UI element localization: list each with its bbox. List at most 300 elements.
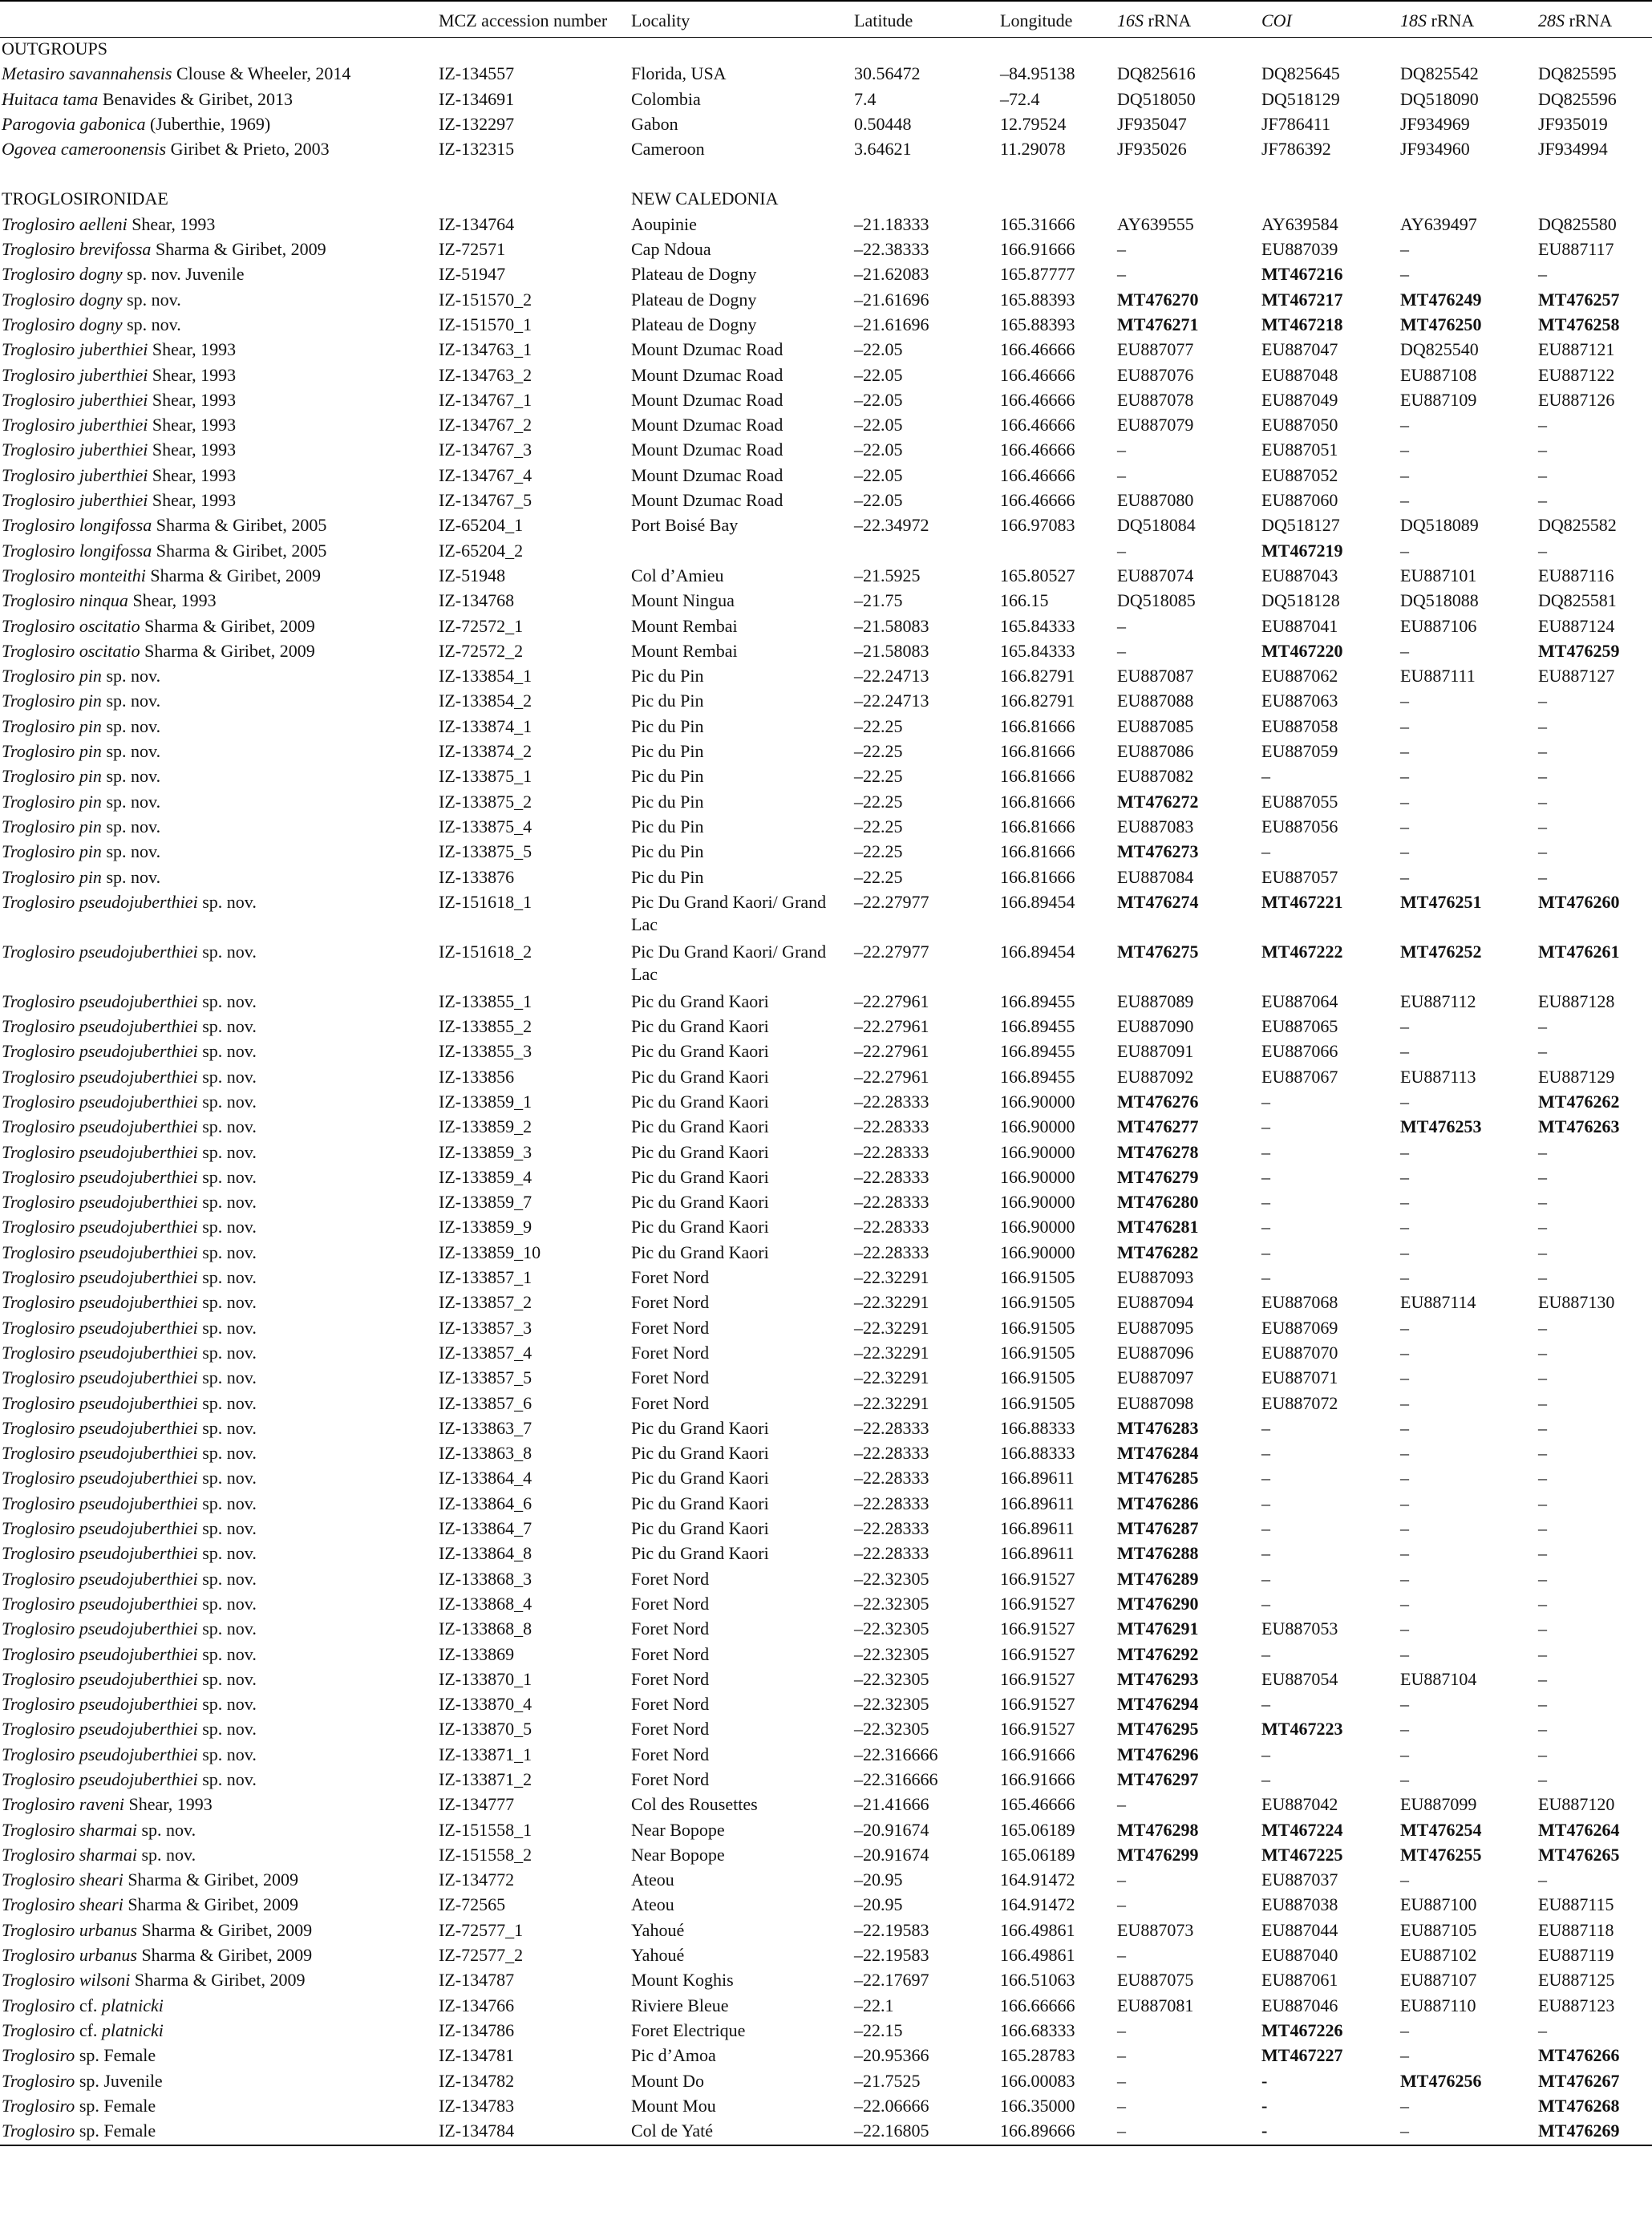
16s-accession-cell: – — [1117, 615, 1126, 636]
locality-cell: Pic Du Grand Kaori/ Grand Lac — [631, 891, 827, 934]
taxon-authority: Sharma & Giribet, 2009 — [144, 615, 315, 636]
coi-accession-cell: EU887043 — [1261, 565, 1338, 585]
latitude-cell: –22.24713 — [854, 666, 929, 687]
mcz-accession-cell: IZ-151570_2 — [439, 289, 532, 310]
18s-accession-cell: MT476254 — [1400, 1819, 1482, 1840]
coi-accession-cell: – — [1261, 1543, 1270, 1564]
taxon-authority: sp. nov. — [202, 1217, 257, 1237]
taxon-authority: sp. nov. — [202, 1618, 257, 1639]
taxon-authority: Sharma & Giribet, 2009 — [155, 239, 326, 260]
18s-accession-cell: JF934960 — [1400, 139, 1470, 160]
genus-name: Troglosiro — [2, 1166, 75, 1187]
table-row — [0, 289, 1652, 314]
latitude-cell: –22.32291 — [854, 1292, 929, 1313]
table-row — [0, 1392, 1652, 1417]
table-row — [0, 1668, 1652, 1693]
genus-name: Troglosiro — [2, 1995, 75, 2015]
table-row — [0, 464, 1652, 489]
header-28s-gene: 28S — [1538, 10, 1565, 30]
coi-accession-cell: EU887049 — [1261, 389, 1338, 410]
16s-accession-cell: MT476274 — [1117, 891, 1199, 912]
species-epithet: raveni — [79, 1794, 125, 1815]
genus-name: Troglosiro — [2, 640, 75, 661]
latitude-cell: –22.32291 — [854, 1267, 929, 1288]
empty-cell — [1260, 38, 1399, 63]
taxon-cell — [0, 1517, 437, 1542]
latitude-cell: –22.34972 — [854, 515, 929, 536]
empty-cell — [852, 188, 998, 213]
longitude-cell: 166.89611 — [1000, 1493, 1075, 1513]
16s-accession-cell: – — [1117, 1794, 1126, 1815]
latitude-cell: –22.32291 — [854, 1367, 929, 1388]
coi-accession-cell: JF786392 — [1261, 139, 1331, 160]
locality-cell: Riviere Bleue — [631, 1995, 729, 2015]
table-row — [0, 589, 1652, 614]
locality-cell: Foret Nord — [631, 1568, 710, 1589]
locality-cell: Pic du Pin — [631, 715, 704, 736]
species-epithet: pseudojuberthiei — [79, 1643, 198, 1664]
longitude-cell: 165.84333 — [1000, 615, 1075, 636]
species-epithet: wilsoni — [79, 1970, 131, 1991]
16s-accession-cell: EU887088 — [1117, 691, 1194, 711]
taxon-cell — [0, 740, 437, 765]
28s-accession-cell: – — [1538, 1643, 1547, 1664]
coi-accession-cell: EU887039 — [1261, 239, 1338, 260]
16s-accession-cell: EU887082 — [1117, 766, 1194, 787]
18s-accession-cell: EU887100 — [1400, 1894, 1477, 1915]
table-row — [0, 1618, 1652, 1643]
species-epithet: pseudojuberthiei — [79, 1016, 198, 1037]
genus-name: Troglosiro — [2, 364, 75, 385]
locality-cell: Near Bopope — [631, 1819, 725, 1840]
locality-cell: Pic du Grand Kaori — [631, 1543, 769, 1564]
table-row — [0, 1166, 1652, 1191]
longitude-cell: 165.46666 — [1000, 1794, 1075, 1815]
species-epithet: pseudojuberthiei — [79, 1342, 198, 1363]
18s-accession-cell: – — [1400, 866, 1409, 887]
latitude-cell: –22.25 — [854, 741, 903, 762]
taxon-cell — [0, 1191, 437, 1216]
species-epithet: pin — [79, 666, 102, 687]
mcz-accession-cell: IZ-151570_1 — [439, 314, 532, 334]
table-row — [0, 841, 1652, 865]
taxon-authority: Sharma & Giribet, 2005 — [156, 515, 327, 536]
section-label: OUTGROUPS — [2, 38, 108, 59]
latitude-cell: –21.58083 — [854, 640, 929, 661]
16s-accession-cell: MT476283 — [1117, 1417, 1199, 1438]
longitude-cell: 165.88393 — [1000, 314, 1075, 334]
18s-accession-cell: – — [1400, 440, 1409, 460]
longitude-cell: 165.88393 — [1000, 289, 1075, 310]
18s-accession-cell: EU887112 — [1400, 990, 1476, 1011]
18s-accession-cell: – — [1400, 1041, 1409, 1062]
18s-accession-cell: MT476249 — [1400, 289, 1482, 310]
mcz-accession-cell: IZ-133859_2 — [439, 1116, 532, 1137]
taxon-cell — [0, 414, 437, 439]
28s-accession-cell: – — [1538, 1668, 1547, 1689]
species-epithet: urbanus — [79, 1945, 137, 1966]
18s-accession-cell: – — [1400, 1091, 1409, 1112]
species-epithet: pseudojuberthiei — [79, 1694, 198, 1715]
genus-name: Troglosiro — [2, 1744, 75, 1764]
longitude-cell: 166.46666 — [1000, 389, 1075, 410]
16s-accession-cell: – — [1117, 2019, 1126, 2040]
table-row — [0, 113, 1652, 138]
taxon-cell — [0, 314, 437, 338]
longitude-cell: 166.46666 — [1000, 415, 1075, 435]
taxon-authority: sp. nov. — [202, 1668, 257, 1689]
16s-accession-cell: EU887073 — [1117, 1919, 1194, 1940]
28s-accession-cell: – — [1538, 1518, 1547, 1539]
mcz-accession-cell: IZ-133870_1 — [439, 1668, 532, 1689]
taxon-cell — [0, 690, 437, 715]
18s-accession-cell: – — [1400, 1166, 1409, 1187]
species-epithet: aelleni — [79, 213, 128, 234]
taxon-authority: sp. nov. — [202, 1041, 257, 1062]
coi-accession-cell: EU887065 — [1261, 1016, 1338, 1037]
latitude-cell: –22.28333 — [854, 1543, 929, 1564]
table-row — [0, 1066, 1652, 1091]
species-epithet: gabonica — [79, 113, 146, 134]
species-epithet: pseudojuberthiei — [79, 1242, 198, 1262]
28s-accession-cell: – — [1538, 1141, 1547, 1162]
species-epithet: sheari — [79, 1894, 123, 1915]
locality-cell: Pic du Grand Kaori — [631, 1242, 769, 1262]
taxon-authority: sp. nov. — [202, 1116, 257, 1137]
locality-cell: Mount Dzumac Road — [631, 415, 783, 435]
16s-accession-cell: MT476271 — [1117, 314, 1199, 334]
spacer-cell — [0, 163, 1652, 188]
genus-name: Troglosiro — [2, 1618, 75, 1639]
taxon-cell — [0, 791, 437, 816]
table-row — [0, 1191, 1652, 1216]
coi-accession-cell: EU887072 — [1261, 1392, 1338, 1413]
latitude-cell: –22.28333 — [854, 1443, 929, 1464]
locality-cell: Foret Nord — [631, 1267, 710, 1288]
table-row — [0, 439, 1652, 464]
locality-cell: Ateou — [631, 1869, 674, 1890]
28s-accession-cell: – — [1538, 841, 1547, 862]
mcz-accession-cell: IZ-133855_2 — [439, 1016, 532, 1037]
species-epithet: oscitatio — [79, 640, 140, 661]
16s-accession-cell: – — [1117, 640, 1126, 661]
species-epithet: pseudojuberthiei — [79, 1367, 198, 1388]
species-epithet: pseudojuberthiei — [79, 1593, 198, 1614]
species-epithet: pseudojuberthiei — [79, 1066, 198, 1087]
taxon-authority: Shear, 1993 — [128, 1794, 213, 1815]
16s-accession-cell: MT476294 — [1117, 1694, 1199, 1715]
longitude-cell: 165.28783 — [1000, 2045, 1075, 2066]
species-epithet: pin — [79, 816, 102, 836]
empty-cell — [852, 38, 998, 63]
genus-name: Troglosiro — [2, 239, 75, 260]
longitude-cell: 166.82791 — [1000, 691, 1075, 711]
species-epithet: pin — [79, 741, 102, 762]
18s-accession-cell: – — [1400, 1367, 1409, 1388]
coi-accession-cell: EU887070 — [1261, 1342, 1338, 1363]
16s-accession-cell: – — [1116, 2120, 1260, 2145]
genus-name: Troglosiro — [2, 816, 75, 836]
28s-accession-cell: JF935019 — [1538, 113, 1608, 134]
table-row — [0, 2044, 1652, 2069]
16s-accession-cell: – — [1117, 464, 1126, 485]
latitude-cell: –20.91674 — [854, 1819, 929, 1840]
18s-accession-cell: – — [1400, 239, 1409, 260]
taxon-authority: sp. nov. — [202, 1443, 257, 1464]
28s-accession-cell: EU887128 — [1538, 990, 1615, 1011]
28s-accession-cell: EU887130 — [1538, 1292, 1615, 1313]
mcz-accession-cell: IZ-133856 — [439, 1066, 515, 1087]
16s-accession-cell: MT476299 — [1117, 1844, 1199, 1865]
section-region — [630, 38, 852, 63]
coi-accession-cell: MT467227 — [1261, 2045, 1343, 2066]
latitude-cell: 0.50448 — [854, 113, 912, 134]
taxon-authority: sp. nov. — [202, 891, 257, 912]
28s-accession-cell: – — [1538, 1443, 1547, 1464]
mcz-accession-cell: IZ-133868_3 — [439, 1568, 532, 1589]
mcz-accession-cell: IZ-134763_1 — [439, 339, 532, 360]
mcz-accession-cell: IZ-133855_1 — [439, 990, 532, 1011]
latitude-cell: –22.25 — [854, 841, 903, 862]
mcz-accession-cell: IZ-132315 — [439, 139, 515, 160]
18s-accession-cell: EU887106 — [1400, 615, 1477, 636]
table-row — [0, 615, 1652, 640]
taxon-authority: sp. nov. — [202, 1317, 257, 1338]
empty-cell — [1399, 38, 1537, 63]
taxon-cell — [0, 389, 437, 414]
genus-name: Troglosiro — [2, 1417, 75, 1438]
16s-accession-cell: DQ518085 — [1117, 590, 1196, 611]
latitude-cell: –22.25 — [854, 816, 903, 836]
species-epithet: cameroonensis — [60, 139, 167, 160]
mcz-accession-cell: IZ-133876 — [439, 866, 515, 887]
table-row — [0, 1718, 1652, 1743]
18s-accession-cell: – — [1400, 1141, 1409, 1162]
species-epithet: brevifossa — [79, 239, 152, 260]
taxon-authority: sp. nov. — [202, 1192, 257, 1213]
latitude-cell: –21.7525 — [854, 2070, 921, 2091]
18s-accession-cell: EU887099 — [1400, 1794, 1477, 1815]
coi-accession-cell: – — [1261, 1267, 1270, 1288]
longitude-cell: 166.15 — [1000, 590, 1049, 611]
coi-accession-cell: MT467226 — [1261, 2019, 1343, 2040]
latitude-cell: –22.28333 — [854, 1518, 929, 1539]
species-epithet: savannahensis — [69, 63, 172, 84]
latitude-cell: –21.61696 — [854, 314, 929, 334]
taxon-authority: sp. nov. — [106, 741, 161, 762]
locality-cell: Pic du Pin — [631, 841, 704, 862]
genus-name: Metasiro — [2, 63, 65, 84]
section-label: TROGLOSIRONIDAE — [2, 188, 168, 209]
coi-accession-cell: EU887058 — [1261, 715, 1338, 736]
table-body — [0, 38, 1652, 2146]
taxon-cell — [0, 2070, 437, 2095]
latitude-cell: –22.05 — [854, 440, 903, 460]
18s-accession-cell: DQ825542 — [1400, 63, 1479, 84]
latitude-cell: –22.05 — [854, 364, 903, 385]
genus-name: Troglosiro — [2, 766, 75, 787]
latitude-cell: –22.25 — [854, 766, 903, 787]
longitude-cell: 166.91666 — [1000, 1744, 1075, 1764]
locality-cell: Mount Dzumac Road — [631, 389, 783, 410]
18s-accession-cell: – — [1400, 1392, 1409, 1413]
genus-name: Troglosiro — [2, 1242, 75, 1262]
genus-name: Troglosiro — [2, 590, 75, 611]
table-row — [0, 1995, 1652, 2019]
empty-cell — [998, 188, 1116, 213]
mcz-accession-cell: IZ-133857_3 — [439, 1317, 532, 1338]
latitude-cell: –22.19583 — [854, 1919, 929, 1940]
table-row — [0, 665, 1652, 690]
species-epithet: ninqua — [79, 590, 128, 611]
locality-cell: Pic du Pin — [631, 866, 704, 887]
taxon-authority: sp. nov. — [202, 1744, 257, 1764]
28s-accession-cell: – — [1538, 715, 1547, 736]
coi-accession-cell: DQ518128 — [1261, 590, 1340, 611]
28s-accession-cell: MT476259 — [1538, 640, 1620, 661]
species-epithet: pseudojuberthiei — [79, 1417, 198, 1438]
table-row — [0, 1493, 1652, 1517]
genus-name: Troglosiro — [2, 1367, 75, 1388]
mcz-accession-cell: IZ-133859_3 — [439, 1141, 532, 1162]
species-epithet: longifossa — [79, 515, 152, 536]
genus-name: Troglosiro — [2, 1443, 75, 1464]
latitude-cell: –22.05 — [854, 490, 903, 511]
species-epithet: pseudojuberthiei — [79, 1719, 198, 1740]
coi-accession-cell: – — [1261, 1593, 1270, 1614]
genus-name: Troglosiro — [2, 715, 75, 736]
latitude-cell: –22.27961 — [854, 990, 929, 1011]
taxon-cell — [0, 1317, 437, 1342]
mcz-accession-cell: IZ-133864_6 — [439, 1493, 532, 1513]
28s-accession-cell: EU887126 — [1538, 389, 1615, 410]
16s-accession-cell: MT476290 — [1117, 1593, 1199, 1614]
taxon-authority: sp. Juvenile — [79, 2070, 163, 2091]
coi-accession-cell: MT467221 — [1261, 891, 1343, 912]
locality-cell: Mount Ningua — [631, 590, 735, 611]
locality-cell: Foret Nord — [631, 1292, 710, 1313]
longitude-cell: 166.89611 — [1000, 1543, 1075, 1564]
16s-accession-cell: AY639555 — [1117, 213, 1194, 234]
taxon-cell — [0, 1693, 437, 1718]
taxon-authority: Sharma & Giribet, 2009 — [141, 1919, 313, 1940]
mcz-accession-cell: IZ-133859_7 — [439, 1192, 532, 1213]
latitude-cell: –22.316666 — [854, 1744, 938, 1764]
species-epithet: oscitatio — [79, 615, 140, 636]
mcz-accession-cell: IZ-151618_1 — [439, 891, 532, 912]
18s-accession-cell: EU887110 — [1400, 1995, 1476, 2015]
taxon-authority: sp. nov. — [202, 1417, 257, 1438]
species-epithet: pseudojuberthiei — [79, 1217, 198, 1237]
latitude-cell: –22.32305 — [854, 1668, 929, 1689]
16s-accession-cell: MT476292 — [1117, 1643, 1199, 1664]
table-row — [0, 88, 1652, 113]
latitude-cell: –22.27961 — [854, 1016, 929, 1037]
16s-accession-cell: MT476296 — [1117, 1744, 1199, 1764]
coi-accession-cell: EU887051 — [1261, 440, 1338, 460]
mcz-accession-cell: IZ-133864_4 — [439, 1468, 532, 1489]
16s-accession-cell: EU887089 — [1117, 990, 1194, 1011]
taxon-authority: Sharma & Giribet, 2009 — [134, 1970, 306, 1991]
taxon-cell — [0, 1894, 437, 1918]
species-epithet: dogny — [79, 289, 123, 310]
18s-accession-cell: MT476253 — [1400, 1116, 1482, 1137]
18s-accession-cell: – — [1399, 2120, 1537, 2145]
genus-name: Troglosiro — [2, 1141, 75, 1162]
species-epithet: juberthiei — [79, 440, 148, 460]
coi-accession-cell: – — [1261, 1568, 1270, 1589]
table-row — [0, 715, 1652, 740]
28s-accession-cell: EU887116 — [1538, 565, 1614, 585]
taxon-cell — [0, 765, 437, 790]
locality-cell: Foret Nord — [631, 1593, 710, 1614]
genus-name: Troglosiro — [2, 1668, 75, 1689]
mcz-accession-cell: IZ-134767_5 — [439, 490, 532, 511]
18s-accession-cell: – — [1400, 264, 1409, 285]
28s-accession-cell: EU887127 — [1538, 666, 1615, 687]
longitude-cell: 166.66666 — [1000, 1995, 1075, 2015]
mcz-accession-cell: IZ-133874_1 — [439, 715, 532, 736]
mcz-accession-cell: IZ-134763_2 — [439, 364, 532, 385]
taxon-cell — [0, 1744, 437, 1768]
longitude-cell: 166.90000 — [1000, 1242, 1075, 1262]
longitude-cell: 166.46666 — [1000, 490, 1075, 511]
table-row — [0, 63, 1652, 87]
28s-accession-cell: – — [1538, 1242, 1547, 1262]
latitude-cell: –22.15 — [854, 2019, 903, 2040]
taxon-cell — [0, 990, 437, 1015]
taxon-cell — [0, 489, 437, 514]
longitude-cell: 165.84333 — [1000, 640, 1075, 661]
latitude-cell: –22.25 — [854, 715, 903, 736]
coi-accession-cell: – — [1261, 1141, 1270, 1162]
mcz-accession-cell: IZ-132297 — [439, 113, 515, 134]
genus-name: Troglosiro — [2, 565, 75, 585]
species-epithet: platnicki — [101, 2019, 164, 2040]
16s-accession-cell: EU887093 — [1117, 1267, 1194, 1288]
taxon-authority: sp. nov. — [202, 1367, 257, 1388]
mcz-accession-cell: IZ-133864_8 — [439, 1543, 532, 1564]
locality-cell: Pic du Pin — [631, 691, 704, 711]
taxon-cell — [0, 1116, 437, 1140]
genus-name: Troglosiro — [2, 691, 75, 711]
genus-name: Troglosiro — [2, 2095, 75, 2116]
coi-accession-cell: – — [1261, 841, 1270, 862]
mcz-accession-cell: IZ-151558_1 — [439, 1819, 532, 1840]
latitude-cell: –21.75 — [854, 590, 903, 611]
table-row — [0, 816, 1652, 841]
18s-accession-cell: – — [1400, 1769, 1409, 1789]
table-row — [0, 514, 1652, 539]
taxon-cell — [0, 289, 437, 314]
coi-accession-cell: EU887060 — [1261, 490, 1338, 511]
locality-cell: Foret Nord — [631, 1668, 710, 1689]
header-16s-suffix: rRNA — [1144, 10, 1192, 30]
coi-accession-cell: EU887066 — [1261, 1041, 1338, 1062]
table-row — [0, 891, 1652, 941]
coi-accession-cell: EU887056 — [1261, 816, 1338, 836]
table-row — [0, 1116, 1652, 1140]
taxon-authority: sp. nov. — [106, 666, 161, 687]
empty-cell — [1537, 38, 1652, 63]
28s-accession-cell: EU887124 — [1538, 615, 1615, 636]
coi-accession-cell: EU887038 — [1261, 1894, 1338, 1915]
16s-accession-cell: MT476282 — [1117, 1242, 1199, 1262]
locality-cell: Aoupinie — [631, 213, 697, 234]
mcz-accession-cell: IZ-134772 — [439, 1869, 515, 1890]
18s-accession-cell: – — [1400, 1493, 1409, 1513]
taxon-authority: Sharma & Giribet, 2009 — [141, 1945, 313, 1966]
